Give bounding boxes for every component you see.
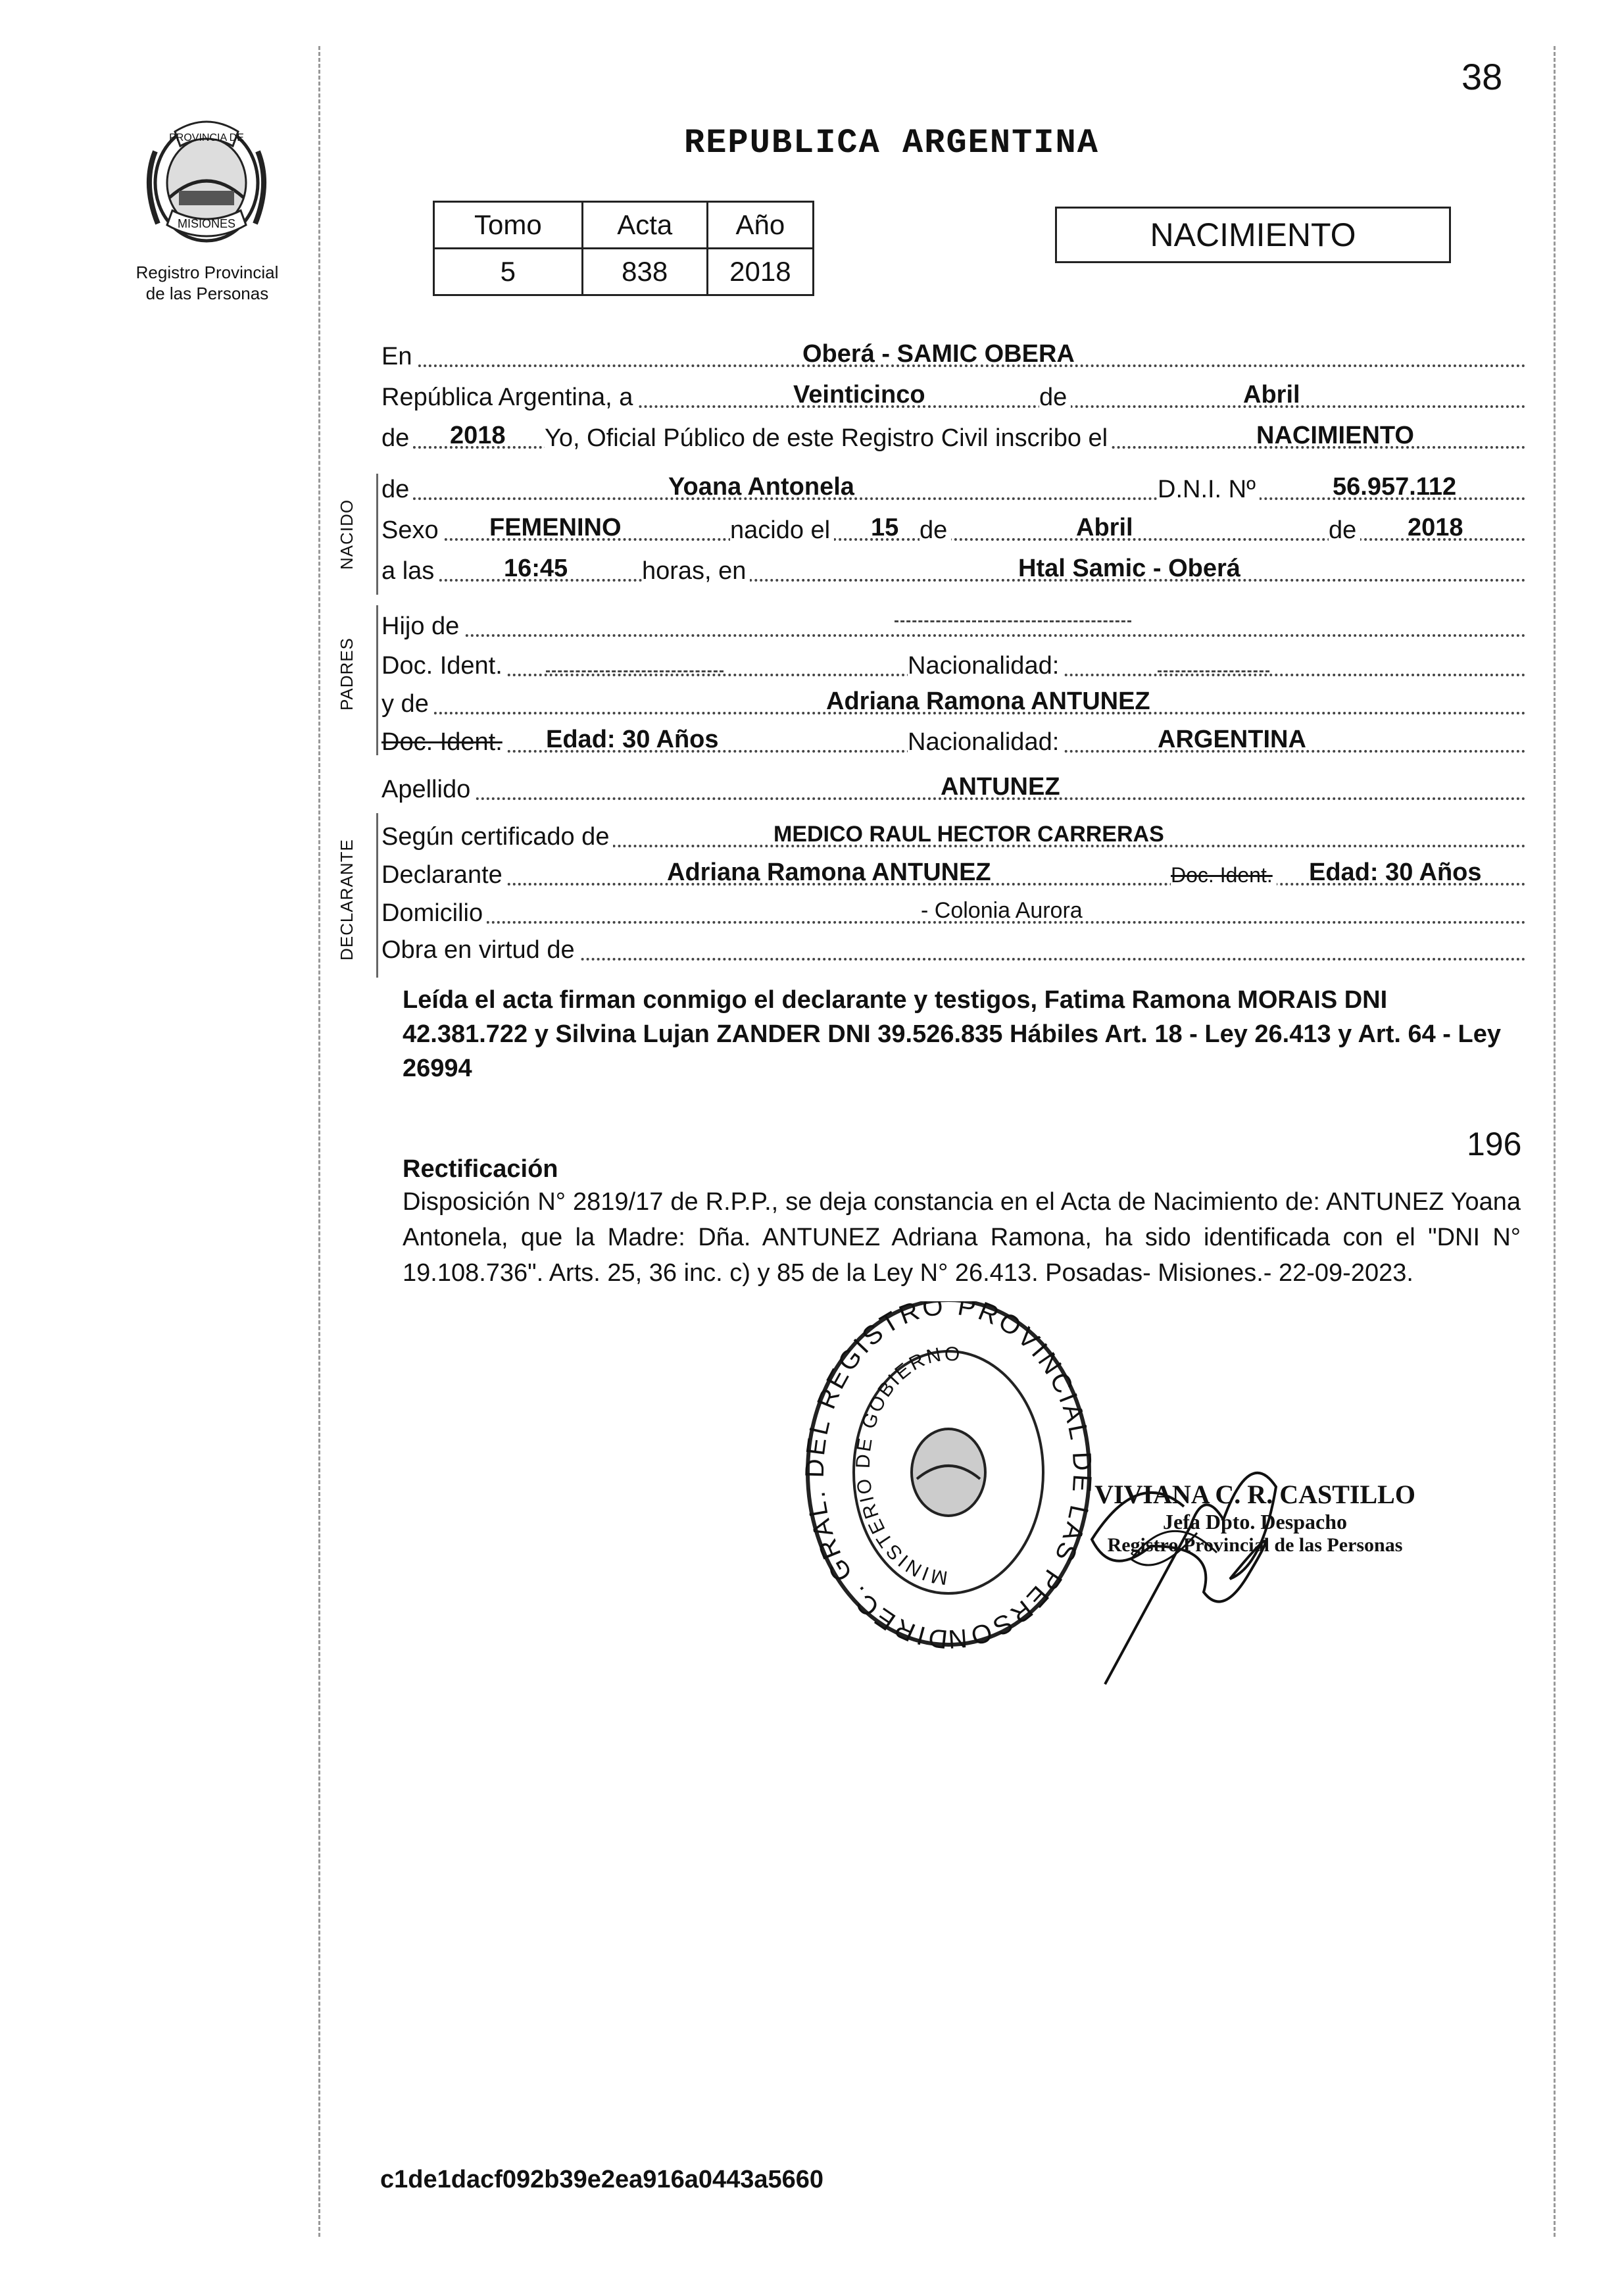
birth-day-value: 15: [871, 514, 899, 541]
birth-year-value: 2018: [1408, 514, 1463, 541]
birth-month-value: Abril: [1076, 514, 1133, 541]
record-header-tomo: Tomo: [434, 202, 583, 249]
official-stamp: [801, 1301, 1096, 1657]
obra-label: Obra en virtud de: [381, 934, 579, 966]
doc-ident-struck-label: Doc. Ident.: [381, 726, 506, 758]
record-value-tomo: 5: [434, 249, 583, 295]
alas-label: a las: [381, 555, 438, 587]
signer-name: VIVIANA C. R. CASTILLO: [1094, 1480, 1415, 1509]
day-value: Veinticinco: [793, 381, 925, 409]
de-label: de: [1039, 382, 1071, 413]
certificado-value: MEDICO RAUL HECTOR CARRERAS: [773, 822, 1164, 847]
y-de-label: y de: [381, 688, 433, 720]
row-declarante: [381, 855, 1526, 891]
rectificacion-title: Rectificación: [403, 1155, 558, 1183]
declarante-doc-struck-label: Doc. Ident.: [1171, 859, 1277, 891]
sexo-value: FEMENINO: [489, 514, 622, 541]
sexo-label: Sexo: [381, 514, 443, 546]
nacido-label: nacido el: [730, 514, 834, 546]
stamp-outer-text: DIREC. GRAL. DEL REGISTRO PROVINCIAL DE LAS PERSON: [801, 1301, 1096, 1654]
row-y-de: [381, 684, 1526, 720]
logo-caption-line2: de las Personas: [145, 284, 269, 303]
padres-section-label: PADRES: [337, 637, 356, 711]
record-header-acta: Acta: [582, 202, 707, 249]
place-value: Oberá - SAMIC OBERA: [802, 340, 1075, 368]
row-nacido-hora: [381, 551, 1526, 587]
declarante-age: Edad: 30 Años: [1309, 859, 1482, 886]
de-label-2: de: [920, 514, 951, 546]
record-table: [433, 201, 814, 296]
declarante-divider: [376, 813, 378, 978]
row-obra: [381, 930, 1526, 966]
act-value: NACIMIENTO: [1256, 422, 1414, 449]
nacionalidad-label: Nacionalidad:: [908, 650, 1063, 682]
declarante-section-label: DECLARANTE: [337, 839, 356, 961]
nacionalidad-label-2: Nacionalidad:: [908, 726, 1063, 758]
de-label: de: [381, 474, 413, 505]
padres-divider: [376, 605, 378, 755]
signer-office: Registro Provincial de las Personas: [1107, 1534, 1403, 1556]
father-doc-blank: [546, 670, 724, 672]
row-apellido: [381, 770, 1526, 805]
logo-caption: [112, 262, 303, 304]
document-hash: c1de1dacf092b39e2ea916a0443a5660: [380, 2166, 824, 2193]
horas-label: horas, en: [642, 555, 750, 587]
father-blank-line: [895, 620, 1131, 622]
domicilio-value: - Colonia Aurora: [921, 898, 1083, 923]
year-label: de: [381, 422, 413, 454]
certificado-label: Según certificado de: [381, 821, 613, 853]
child-name: Yoana Antonela: [668, 473, 854, 501]
signer-role: Jefa Dpto. Despacho: [1163, 1510, 1347, 1534]
right-margin-rule: [1554, 46, 1556, 2237]
row-inscribe: [381, 418, 1526, 454]
mother-nationality: ARGENTINA: [1158, 726, 1306, 753]
mother-name: Adriana Ramona ANTUNEZ: [826, 687, 1150, 715]
declarante-label: Declarante: [381, 859, 506, 891]
row-domicilio: [381, 893, 1526, 929]
month-value: Abril: [1243, 381, 1300, 409]
time-value: 16:45: [504, 555, 568, 582]
child-dni: 56.957.112: [1333, 473, 1457, 501]
declarante-name: Adriana Ramona ANTUNEZ: [667, 859, 991, 886]
logo-caption-line1: Registro Provincial: [135, 262, 279, 282]
republica-label: República Argentina, a: [381, 382, 637, 413]
record-value-acta: 838: [582, 249, 707, 295]
dni-label: D.N.I. Nº: [1158, 474, 1260, 505]
logo-emblem-bottom-text: MISIONES: [177, 217, 236, 230]
stamp-inner-text: MINISTERIO DE GOBIERNO: [852, 1343, 963, 1589]
provincial-logo: [129, 112, 284, 250]
rectificacion-number: 196: [1467, 1126, 1522, 1162]
page-number: 38: [1461, 56, 1503, 97]
record-header-row: [434, 202, 814, 249]
nacido-divider: [376, 474, 378, 595]
apellido-label: Apellido: [381, 774, 474, 805]
record-value-anio: 2018: [707, 249, 813, 295]
closing-paragraph: Leída el acta firman conmigo el declarante y testigos, Fatima Ramona MORAIS DNI 42.381.722 y Silvina Lujan ZANDER DNI 39.526.835 Hábiles Art. 18 - Ley 26.413 y Art. 64 - Ley 26994: [403, 986, 1501, 1082]
en-label: En: [381, 341, 416, 372]
hijo-label: Hijo de: [381, 611, 463, 642]
rectificacion-text: Disposición N° 2819/17 de R.P.P., se deja constancia en el Acta de Nacimiento de: ANTUNEZ Yoana Antonela, que la Madre: Dña. ANTUNEZ Adriana Ramona, ha sido identificada con el "DNI N° 19.108.736". Arts. 25, 36 inc. c) y 85 de la Ley N° 26.413. Posadas- Misiones.- 22-09-2023.: [403, 1188, 1521, 1287]
doc-ident-label: Doc. Ident.: [381, 650, 506, 682]
record-value-row: [434, 249, 814, 295]
father-nationality-blank: [1158, 670, 1269, 672]
row-hijo-de: [381, 607, 1526, 642]
row-en: [381, 337, 1526, 372]
row-nacido-sexo: [381, 511, 1526, 546]
act-type-box: NACIMIENTO: [1055, 207, 1451, 263]
country-title: REPUBLICA ARGENTINA: [684, 124, 1099, 162]
left-margin-rule: [318, 46, 320, 2237]
row-mother-doc: [381, 722, 1526, 758]
row-doc-ident: [381, 646, 1526, 682]
domicilio-label: Domicilio: [381, 897, 487, 929]
record-header-anio: Año: [707, 202, 813, 249]
year-value: 2018: [450, 422, 506, 449]
row-republica: [381, 378, 1526, 413]
apellido-value: ANTUNEZ: [941, 773, 1060, 801]
dotted-line: [381, 634, 1526, 637]
de-label-3: de: [1329, 514, 1360, 546]
nacido-section-label: NACIDO: [337, 499, 356, 570]
birthplace-value: Htal Samic - Oberá: [1018, 555, 1240, 582]
signature-stamp: [1084, 1479, 1426, 1557]
row-certificado: [381, 817, 1526, 853]
mother-age: Edad: 30 Años: [546, 726, 719, 753]
logo-emblem-top-text: PROVINCIA DE: [169, 132, 244, 143]
row-nacido-nombre: [381, 470, 1526, 505]
inscribe-label: Yo, Oficial Público de este Registro Civil inscribo el: [545, 422, 1112, 454]
